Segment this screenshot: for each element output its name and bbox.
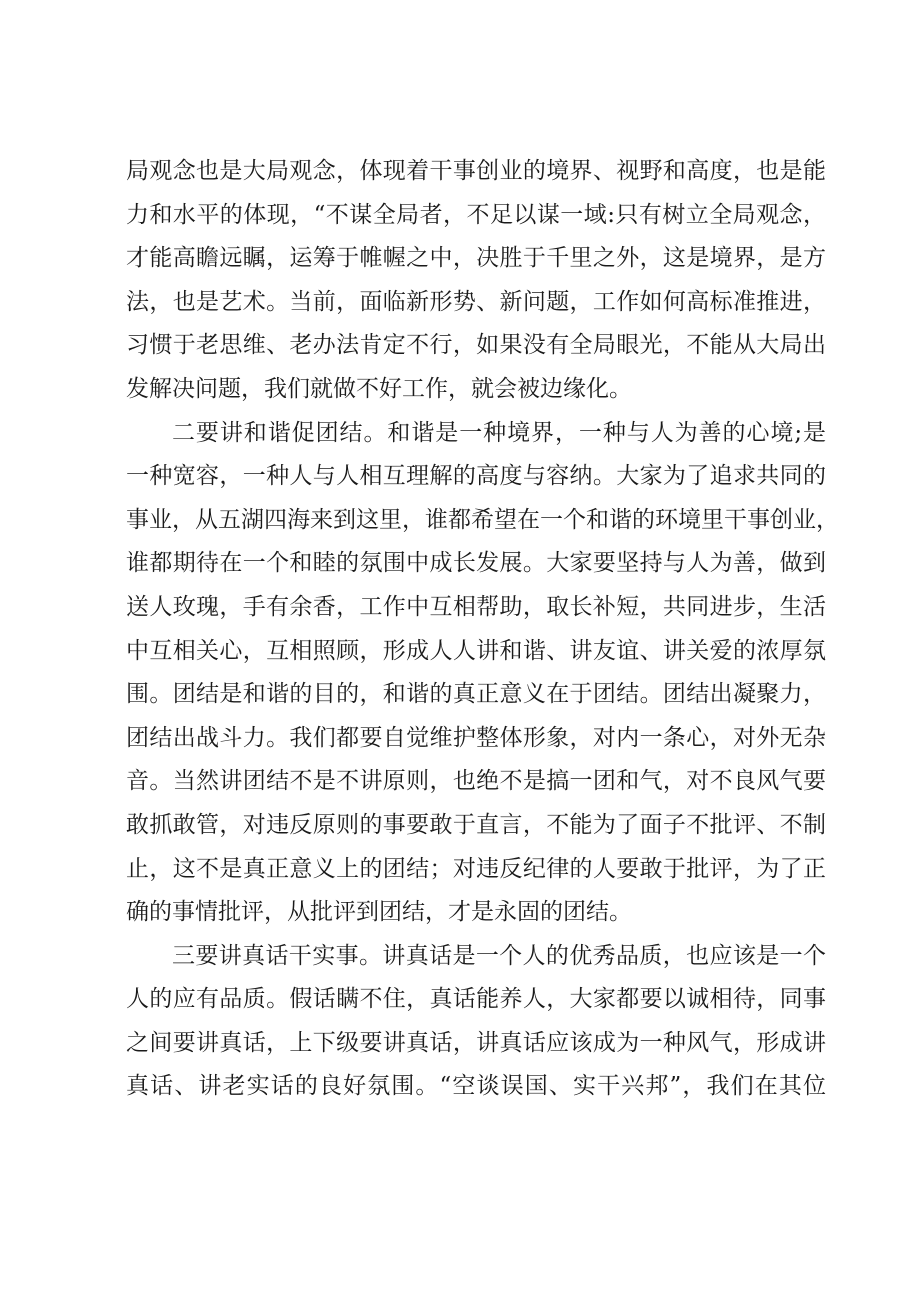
paragraph-truth-action — [126, 935, 826, 1109]
text-line: 才能高瞻远瞩，运筹于帷幄之中，决胜于千里之外，这是境界，是方 — [126, 245, 826, 272]
text-line: 二要讲和谐促团结。和谐是一种境界，一种与人为善的心境;是 — [172, 419, 826, 446]
text-line: 之间要讲真话，上下级要讲真话，讲真话应该成为一种风气，形成讲 — [126, 1029, 826, 1056]
text-line: 一种宽容，一种人与人相互理解的高度与容纳。大家为了追求共同的 — [126, 463, 826, 490]
paragraph-harmony-unity — [126, 412, 839, 935]
text-line: 团结出战斗力。我们都要自觉维护整体形象，对内一条心，对外无杂 — [126, 724, 826, 751]
text-line: 确的事情批评，从批评到团结，才是永固的团结。 — [126, 899, 632, 926]
text-line: 力和水平的体现，“不谋全局者，不足以谋一域:只有树立全局观念， — [126, 201, 826, 228]
text-line: 习惯于老思维、老办法肯定不行，如果没有全局眼光，不能从大局出 — [126, 332, 826, 359]
text-line: 送人玫瑰，手有余香，工作中互相帮助，取长补短，共同进步，生活 — [126, 593, 826, 620]
text-line: 三要讲真话干实事。讲真话是一个人的优秀品质，也应该是一个 — [172, 942, 826, 969]
text-line: 真话、讲老实话的良好氛围。“空谈误国、实干兴邦”，我们在其位 — [126, 1073, 826, 1100]
text-line: 止，这不是真正意义上的团结；对违反纪律的人要敢于批评，为了正 — [126, 855, 826, 882]
text-line: 谁都期待在一个和睦的氛围中成长发展。大家要坚持与人为善，做到 — [126, 550, 826, 577]
body-text — [126, 150, 839, 1109]
text-line: 局观念也是大局观念，体现着干事创业的境界、视野和高度，也是能 — [126, 158, 826, 184]
text-line: 事业，从五湖四海来到这里，谁都希望在一个和谐的环境里干事创业， — [126, 506, 839, 533]
text-line: 音。当然讲团结不是不讲原则，也绝不是搞一团和气，对不良风气要 — [126, 768, 826, 795]
text-line: 中互相关心，互相照顾，形成人人讲和谐、讲友谊、讲关爱的浓厚氛 — [126, 637, 826, 664]
text-line: 法，也是艺术。当前，面临新形势、新问题，工作如何高标准推进， — [126, 288, 826, 315]
text-line: 围。团结是和谐的目的，和谐的真正意义在于团结。团结出凝聚力， — [126, 681, 826, 708]
paragraph-global-view — [126, 150, 826, 412]
text-line: 敢抓敢管，对违反原则的事要敢于直言，不能为了面子不批评、不制 — [126, 811, 826, 838]
text-line: 发解决问题，我们就做不好工作，就会被边缘化。 — [126, 375, 632, 402]
text-line: 人的应有品质。假话瞒不住，真话能养人，大家都要以诚相待，同事 — [126, 986, 826, 1013]
